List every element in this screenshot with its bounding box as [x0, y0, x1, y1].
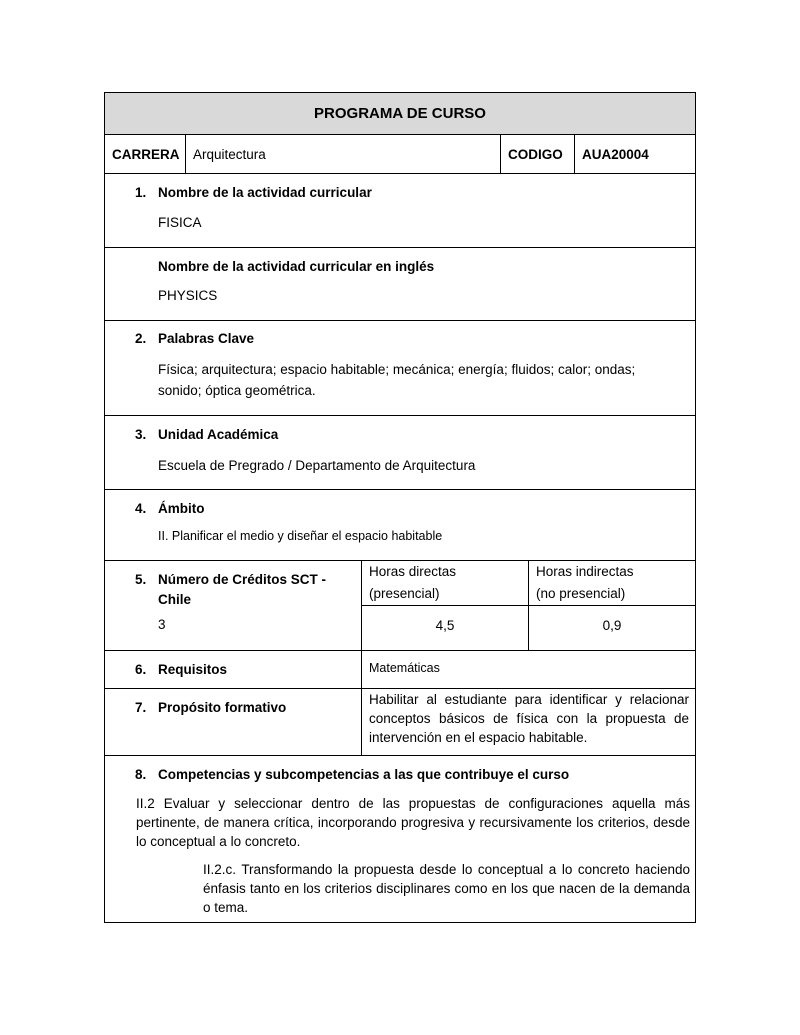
section-4-number: 4.	[135, 501, 147, 516]
subcompetencia-text: II.2.c. Transformando la propuesta desde lo conceptual a lo concreto haciendo énfasis tanto en los criterios disciplinares como en los que nacen de la demanda o tema.	[203, 862, 690, 915]
codigo-value: AUA20004	[582, 147, 649, 162]
indirect-hours-header-line-1: Horas indirectas	[536, 564, 634, 579]
section-3-number: 3.	[135, 427, 147, 442]
section-3-label: Unidad Académica	[158, 427, 279, 442]
section-1-label: Nombre de la actividad curricular	[158, 185, 372, 200]
divider	[361, 651, 362, 688]
section-1-value: FISICA	[158, 215, 202, 230]
divider	[105, 247, 695, 248]
section-5-label-line-2: Chile	[158, 592, 192, 607]
section-1-number: 1.	[135, 185, 147, 200]
direct-hours-header-line-1: Horas directas	[369, 564, 457, 579]
divider	[574, 135, 575, 173]
section-5-label-line-1: Número de Créditos SCT -	[158, 572, 327, 587]
section-4-label: Ámbito	[158, 501, 205, 516]
divider	[105, 560, 695, 561]
competencia-text: II.2 Evaluar y seleccionar dentro de las propuestas de configuraciones aquella más pertinente, de manera crítica, incorporando progresiva y recursivamente los criterios, desde lo conceptual a lo concreto.	[136, 796, 690, 849]
section-4-value: II. Planificar el medio y diseñar el espacio habitable	[158, 529, 443, 543]
indirect-hours-value: 0,9	[602, 618, 622, 633]
keywords-line-1: Física; arquitectura; espacio habitable; mecánica; energía; fluidos; calor; ondas;	[158, 362, 636, 377]
carrera-value: Arquitectura	[193, 147, 266, 162]
section-6-number: 6.	[135, 662, 147, 677]
divider	[105, 320, 695, 321]
divider	[105, 650, 695, 651]
section-6-value: Matemáticas	[369, 661, 440, 675]
section-6-label: Requisitos	[158, 662, 228, 677]
indirect-hours-header-line-2: (no presencial)	[536, 586, 626, 601]
divider	[105, 755, 695, 756]
keywords-line-2: sonido; óptica geométrica.	[158, 383, 316, 398]
divider	[500, 135, 501, 173]
section-1b-value: PHYSICS	[158, 288, 218, 303]
credits-value: 3	[158, 617, 166, 632]
section-7-label: Propósito formativo	[158, 700, 287, 715]
section-8-label: Competencias y subcompetencias a las que contribuye el curso	[158, 767, 570, 782]
section-7-value: Habilitar al estudiante para identificar y relacionar conceptos básicos de física con la propuesta de intervención en el espacio habitable.	[369, 692, 689, 745]
form-title: PROGRAMA DE CURSO	[105, 93, 695, 134]
divider	[361, 605, 695, 606]
divider	[185, 135, 186, 173]
direct-hours-value: 4,5	[435, 618, 455, 633]
divider	[105, 134, 695, 135]
course-program-form	[104, 92, 696, 923]
divider	[361, 689, 362, 755]
section-7-number: 7.	[135, 700, 147, 715]
section-8-number: 8.	[135, 767, 147, 782]
divider	[105, 173, 695, 174]
divider	[105, 688, 695, 689]
section-1b-label: Nombre de la actividad curricular en inglés	[158, 259, 435, 274]
section-2-number: 2.	[135, 331, 147, 346]
section-5-number: 5.	[135, 572, 147, 587]
codigo-label: CODIGO	[508, 147, 563, 162]
divider	[105, 415, 695, 416]
divider	[105, 489, 695, 490]
direct-hours-header-line-2: (presencial)	[369, 586, 440, 601]
section-3-value: Escuela de Pregrado / Departamento de Arquitectura	[158, 458, 476, 473]
carrera-label: CARRERA	[112, 147, 180, 162]
section-2-label: Palabras Clave	[158, 331, 255, 346]
